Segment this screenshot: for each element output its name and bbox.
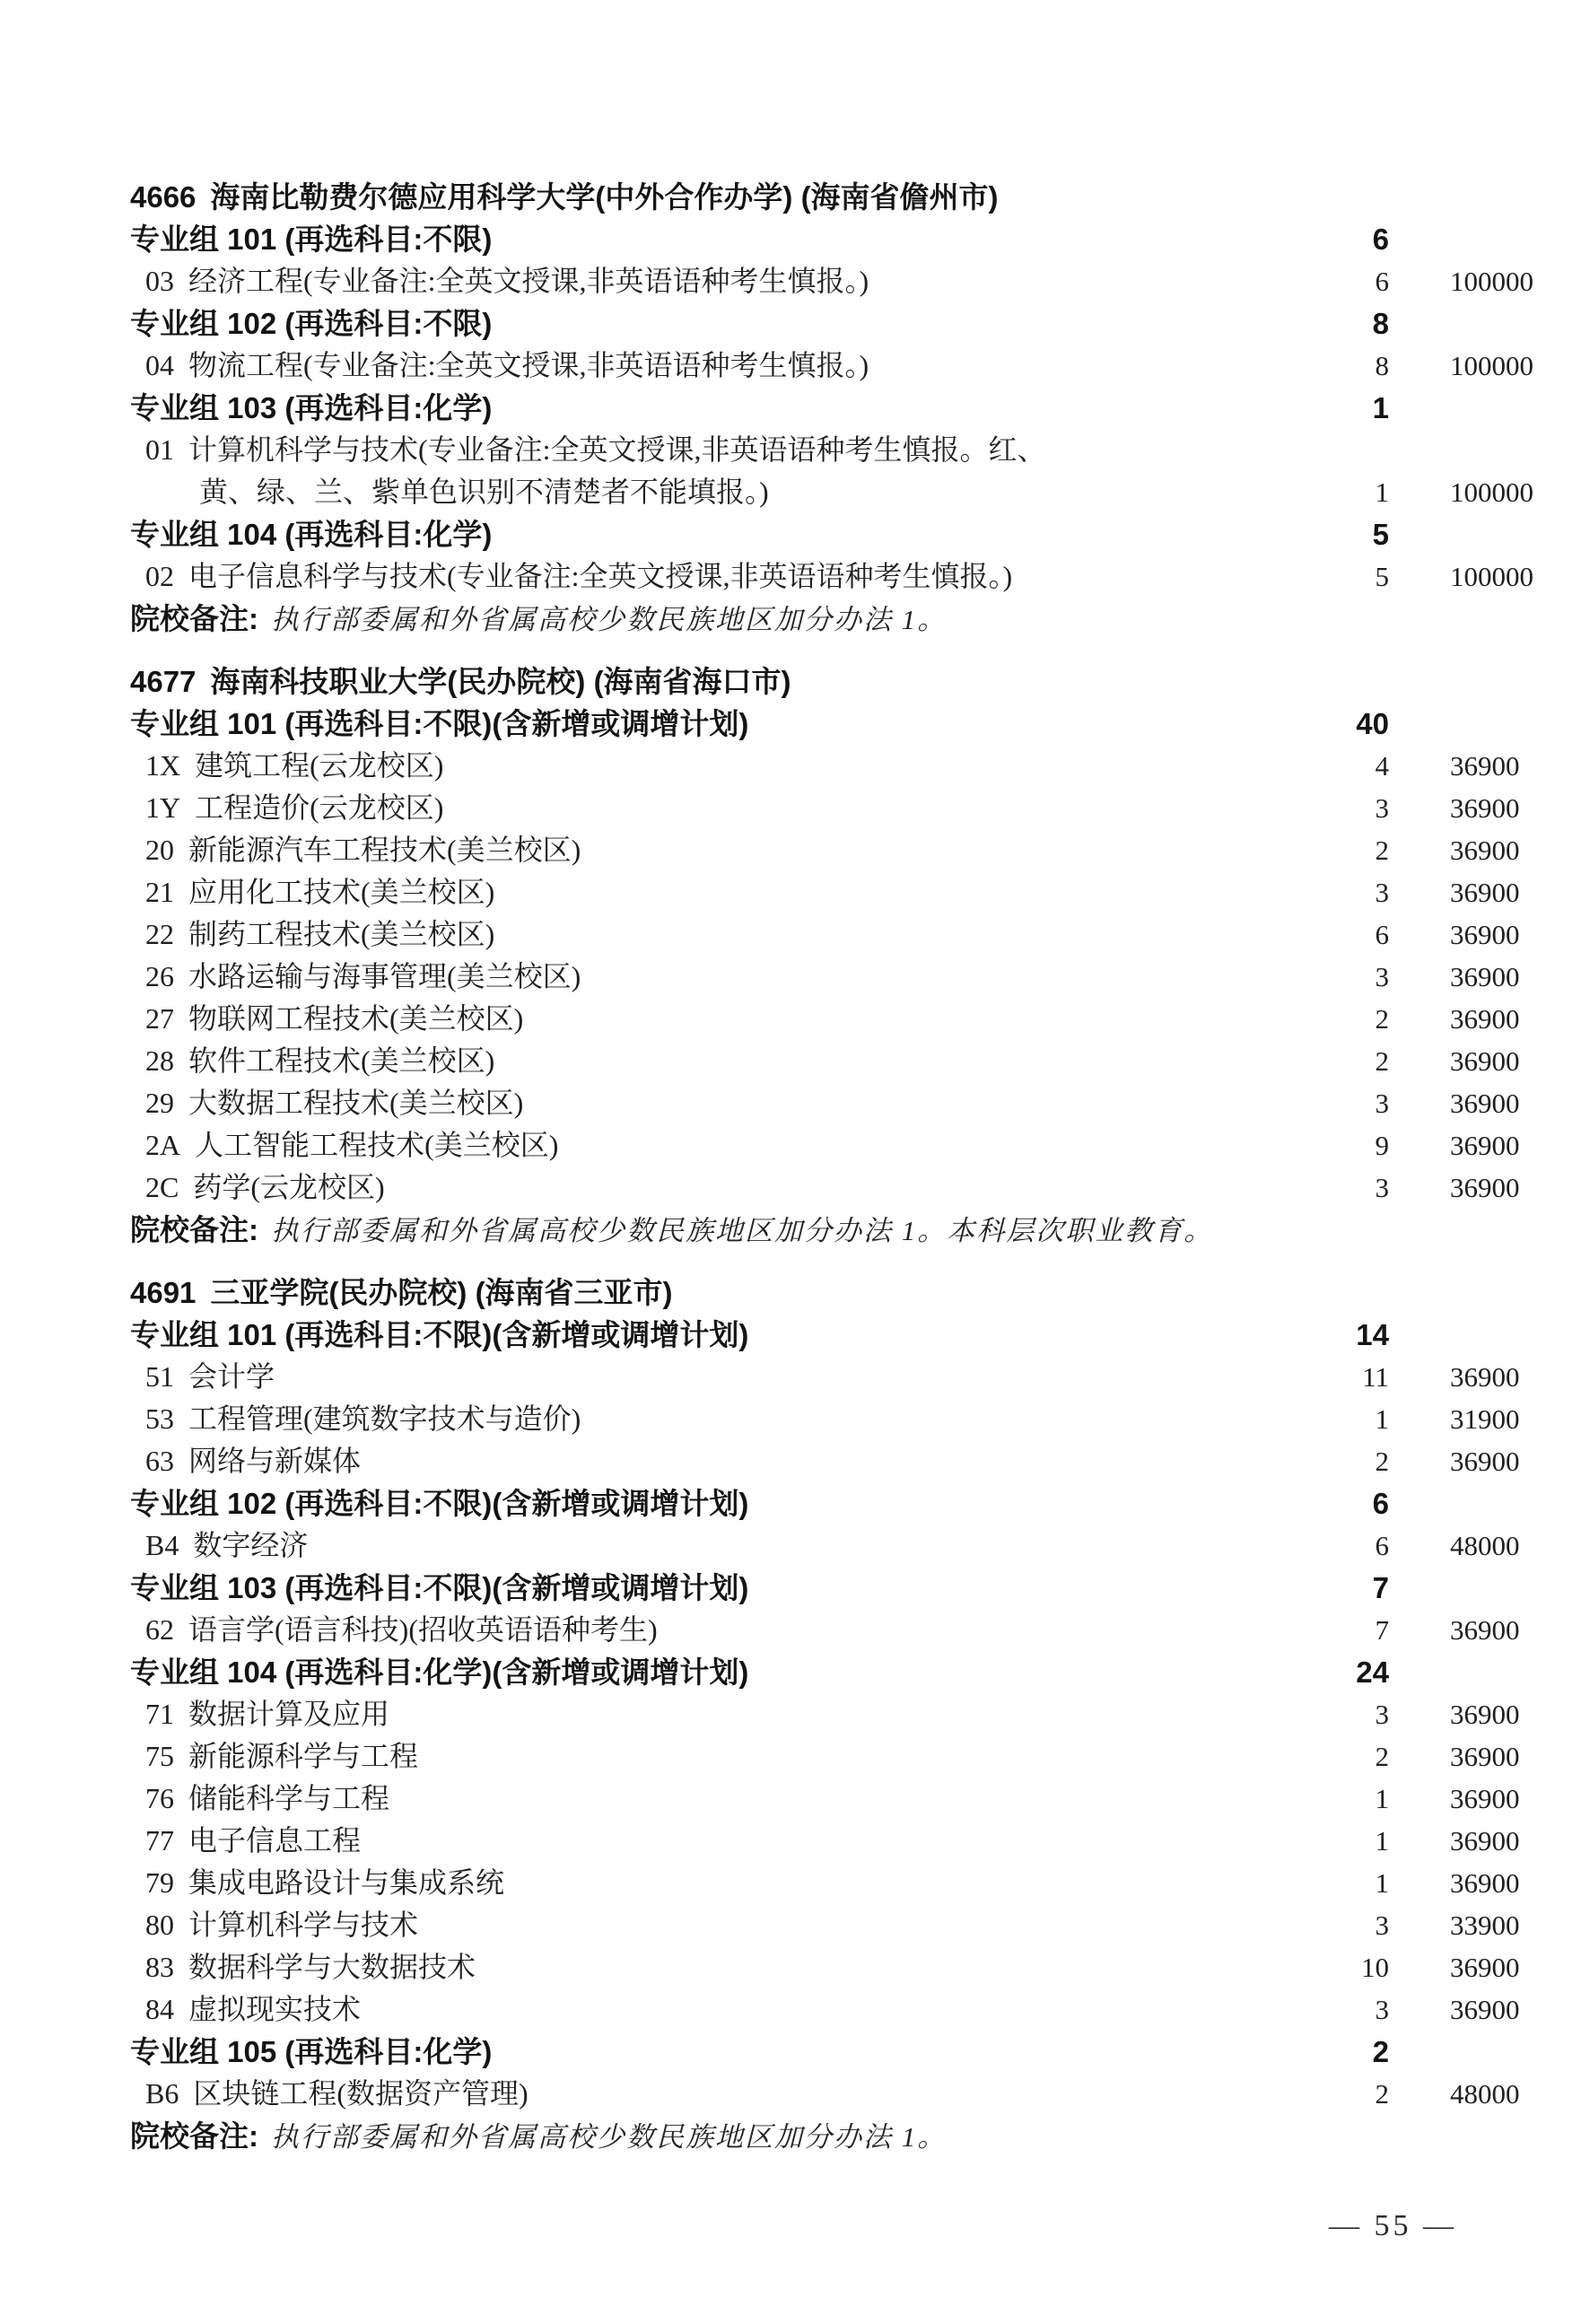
major-fee-cell: 100000 (1450, 561, 1533, 592)
major-fee-cell: 36900 (1450, 1172, 1520, 1203)
major-code: B4 (145, 1529, 179, 1561)
major-name: 药学(云龙校区) (193, 1171, 385, 1203)
major-quota-cell: 5 (1375, 561, 1389, 592)
group-quota-cell: 8 (1372, 307, 1389, 340)
major-quota-cell: 7 (1375, 1614, 1389, 1646)
major-quota-cell: 3 (1375, 961, 1389, 992)
major-name-cell (130, 429, 1238, 513)
major-quota-cell: 4 (1375, 750, 1389, 782)
school-section (130, 1271, 1520, 2158)
major-fee-cell: 100000 (1450, 266, 1533, 297)
major-name: 虚拟现实技术 (188, 1993, 362, 2025)
major-name-cell (130, 913, 1238, 956)
major-row (130, 1735, 1520, 1778)
major-name: 区块链工程(数据资产管理) (193, 2077, 529, 2110)
major-fee-cell: 31900 (1450, 1403, 1520, 1435)
major-name: 储能科学与工程 (188, 1782, 390, 1814)
major-code: 53 (145, 1402, 174, 1435)
remark-row (130, 1209, 1490, 1252)
remark-label: 院校备注: (130, 602, 258, 635)
major-fee-cell: 36900 (1450, 750, 1520, 782)
group-quota-cell: 24 (1356, 1656, 1389, 1689)
major-name-cell (130, 1778, 1238, 1820)
remark-text: 执行部委属和外省属高校少数民族地区加分办法 1。 (271, 604, 948, 635)
major-name-line-1 (145, 429, 1238, 471)
major-fee-cell: 100000 (1450, 476, 1533, 508)
major-name-cell (130, 829, 1238, 871)
major-row (130, 956, 1520, 998)
major-name: 物联网工程技术(美兰校区) (188, 1002, 524, 1035)
major-fee-cell: 36900 (1450, 1361, 1520, 1393)
major-name-cell (130, 871, 1238, 913)
major-fee-cell: 100000 (1450, 350, 1533, 381)
major-quota-cell: 6 (1375, 919, 1389, 950)
major-code: 75 (145, 1740, 174, 1772)
school-title-row (130, 1271, 1490, 1314)
remark-label: 院校备注: (130, 1213, 258, 1246)
major-quota-cell: 10 (1361, 1952, 1389, 1983)
major-fee-cell: 36900 (1450, 1741, 1520, 1772)
major-name-line-2: 黄、绿、兰、紫单色识别不清楚者不能填报。) (199, 476, 769, 508)
major-quota-cell: 1 (1375, 1783, 1389, 1814)
major-name: 会计学 (188, 1360, 275, 1393)
major-fee-cell: 36900 (1450, 834, 1520, 866)
school-title (130, 1271, 1238, 1314)
major-name-cell (130, 1166, 1238, 1209)
major-code: 76 (145, 1782, 174, 1814)
major-name-cell (130, 1440, 1238, 1482)
school-name: 海南比勒费尔德应用科学大学(中外合作办学) (海南省儋州市) (210, 180, 999, 214)
major-code: 80 (145, 1909, 174, 1941)
school-name: 三亚学院(民办院校) (海南省三亚市) (210, 1276, 673, 1309)
major-name: 建筑工程(云龙校区) (195, 749, 444, 782)
group-quota-cell: 14 (1356, 1318, 1389, 1351)
major-row (130, 745, 1520, 787)
major-name-cell (130, 555, 1238, 598)
remark-label: 院校备注: (130, 2119, 258, 2153)
major-name-cell (130, 998, 1238, 1040)
major-fee-cell: 48000 (1450, 1530, 1520, 1561)
major-name: 数据科学与大数据技术 (188, 1951, 476, 1983)
school-title (130, 176, 1238, 218)
major-row (130, 1778, 1520, 1820)
group-label: 专业组 103 (再选科目:化学) (130, 391, 493, 424)
major-name: 数字经济 (193, 1529, 309, 1561)
school-title-row (130, 176, 1490, 218)
major-fee-cell: 36900 (1450, 1003, 1520, 1035)
group-quota-cell: 2 (1372, 2035, 1389, 2068)
major-quota-cell: 3 (1375, 1909, 1389, 1941)
major-code: 63 (145, 1445, 174, 1477)
group-label: 专业组 104 (再选科目:化学) (130, 518, 493, 551)
major-row (130, 2073, 1520, 2115)
school-code: 4666 (130, 180, 197, 214)
major-name: 水路运输与海事管理(美兰校区) (188, 960, 581, 992)
major-fee-cell: 36900 (1450, 1088, 1520, 1119)
major-code: 2C (145, 1171, 179, 1203)
major-fee-cell: 36900 (1450, 877, 1520, 908)
major-quota-cell: 6 (1375, 266, 1389, 297)
major-name-cell (130, 1356, 1238, 1398)
major-row (130, 1166, 1520, 1209)
major-code: 01 (145, 433, 174, 466)
group-label: 专业组 102 (再选科目:不限)(含新增或调增计划) (130, 1487, 749, 1520)
group-label: 专业组 104 (再选科目:化学)(含新增或调增计划) (130, 1656, 749, 1689)
group-label: 专业组 101 (再选科目:不限) (130, 223, 493, 256)
major-code: 28 (145, 1044, 174, 1077)
remark-cell (130, 598, 1238, 641)
major-code: 1Y (145, 791, 181, 824)
school-name: 海南科技职业大学(民办院校) (海南省海口市) (210, 665, 791, 698)
major-row (130, 998, 1520, 1040)
major-fee-cell: 36900 (1450, 1994, 1520, 2025)
major-row (130, 1820, 1520, 1862)
major-fee-cell: 36900 (1450, 1867, 1520, 1899)
group-quota-cell: 7 (1372, 1571, 1389, 1604)
major-fee-cell: 48000 (1450, 2078, 1520, 2110)
major-fee-cell: 36900 (1450, 1130, 1520, 1161)
major-row (130, 1525, 1520, 1567)
major-quota-cell: 8 (1375, 350, 1389, 381)
major-quota-cell: 9 (1375, 1130, 1389, 1161)
major-row (130, 1946, 1520, 1988)
major-quota-cell: 3 (1375, 1699, 1389, 1730)
major-name: 新能源汽车工程技术(美兰校区) (188, 834, 581, 866)
major-quota-cell: 3 (1375, 1172, 1389, 1203)
major-row (130, 1988, 1520, 2031)
major-fee-cell: 36900 (1450, 1446, 1520, 1477)
group-quota-cell: 1 (1372, 391, 1389, 424)
major-row (130, 555, 1533, 598)
major-name: 大数据工程技术(美兰校区) (188, 1087, 524, 1119)
group-quota-cell: 6 (1372, 223, 1389, 256)
major-name-cell (130, 787, 1238, 829)
major-code: 1X (145, 749, 181, 782)
major-fee-cell: 36900 (1450, 919, 1520, 950)
major-name: 物流工程(专业备注:全英文授课,非英语语种考生慎报。) (188, 349, 869, 381)
major-fee-cell: 36900 (1450, 961, 1520, 992)
major-name-cell (130, 2073, 1238, 2115)
major-row (130, 1124, 1520, 1166)
major-fee-cell: 33900 (1450, 1909, 1520, 1941)
major-quota-cell: 1 (1375, 476, 1389, 508)
remark-row (130, 2115, 1490, 2158)
major-name-cell (130, 1398, 1238, 1440)
major-quota-cell: 2 (1375, 1446, 1389, 1477)
major-group-row (130, 387, 1490, 429)
major-row (130, 1082, 1520, 1124)
major-name: 新能源科学与工程 (188, 1740, 419, 1772)
major-code: B6 (145, 2077, 179, 2110)
major-name-cell (130, 1946, 1238, 1988)
major-row (130, 1693, 1520, 1735)
major-code: 83 (145, 1951, 174, 1983)
major-code: 71 (145, 1698, 174, 1730)
remark-cell (130, 1209, 1238, 1252)
remark-row (130, 598, 1490, 641)
major-name: 数据计算及应用 (188, 1698, 390, 1730)
major-quota-cell: 1 (1375, 1403, 1389, 1435)
major-name: 制药工程技术(美兰校区) (188, 918, 495, 950)
school-title (130, 660, 1238, 703)
major-fee-cell: 36900 (1450, 1783, 1520, 1814)
school-section (130, 660, 1520, 1252)
major-quota-cell: 3 (1375, 792, 1389, 824)
major-row (130, 829, 1520, 871)
major-code: 26 (145, 960, 174, 992)
group-label: 专业组 102 (再选科目:不限) (130, 307, 493, 340)
major-code: 03 (145, 265, 174, 297)
school-code: 4677 (130, 665, 197, 698)
major-group-row (130, 513, 1490, 555)
remark-text: 执行部委属和外省属高校少数民族地区加分办法 1。 (271, 2121, 948, 2153)
school-section (130, 176, 1533, 641)
document-content (130, 176, 1533, 2158)
major-group-row (130, 703, 1490, 745)
major-code: 79 (145, 1866, 174, 1899)
school-title-row (130, 660, 1490, 703)
major-row (130, 1356, 1520, 1398)
major-name: 软件工程技术(美兰校区) (188, 1044, 495, 1077)
major-name-cell (130, 1082, 1238, 1124)
major-quota-cell: 11 (1362, 1361, 1389, 1393)
major-name-cell (130, 1525, 1238, 1567)
major-fee-cell: 36900 (1450, 1699, 1520, 1730)
major-name: 经济工程(专业备注:全英文授课,非英语语种考生慎报。) (188, 265, 869, 297)
major-name: 工程管理(建筑数字技术与造价) (188, 1402, 581, 1435)
major-quota-cell: 2 (1375, 1741, 1389, 1772)
major-quota-cell: 3 (1375, 1088, 1389, 1119)
major-fee-cell: 36900 (1450, 792, 1520, 824)
major-quota-cell: 2 (1375, 2078, 1389, 2110)
major-row (130, 1904, 1520, 1946)
group-quota-cell: 40 (1356, 707, 1389, 740)
major-name: 语言学(语言科技)(招收英语语种考生) (188, 1613, 658, 1646)
major-quota-cell: 2 (1375, 1045, 1389, 1077)
major-quota-cell: 3 (1375, 877, 1389, 908)
school-code: 4691 (130, 1276, 197, 1309)
major-row (130, 1040, 1520, 1082)
major-name: 集成电路设计与集成系统 (188, 1866, 505, 1899)
major-row (130, 871, 1520, 913)
major-row (130, 260, 1533, 302)
page-number: — 55 — (1329, 2209, 1457, 2242)
major-name: 网络与新媒体 (188, 1445, 362, 1477)
major-row (130, 1609, 1520, 1651)
major-name-cell (130, 1124, 1238, 1166)
major-name: 电子信息科学与技术(专业备注:全英文授课,非英语语种考生慎报。) (188, 560, 1013, 592)
major-group-row (130, 302, 1490, 345)
major-code: 22 (145, 918, 174, 950)
major-group-row (130, 1651, 1490, 1693)
major-name: 计算机科学与技术 (188, 1909, 419, 1941)
major-fee-cell: 36900 (1450, 1825, 1520, 1857)
major-row (130, 1862, 1520, 1904)
major-quota-cell: 1 (1375, 1867, 1389, 1899)
major-quota-cell: 6 (1375, 1530, 1389, 1561)
major-code: 29 (145, 1087, 174, 1119)
remark-cell (130, 2115, 1238, 2158)
major-quota-cell: 2 (1375, 834, 1389, 866)
major-fee-cell: 36900 (1450, 1045, 1520, 1077)
group-label: 专业组 101 (再选科目:不限)(含新增或调增计划) (130, 707, 749, 740)
major-name: 工程造价(云龙校区) (195, 791, 444, 824)
major-code: 77 (145, 1824, 174, 1857)
major-name-cell (130, 1040, 1238, 1082)
major-name-cell (130, 1820, 1238, 1862)
major-row (130, 429, 1533, 513)
major-name: 人工智能工程技术(美兰校区) (195, 1129, 559, 1161)
major-row (130, 787, 1520, 829)
major-name: 计算机科学与技术(专业备注:全英文授课,非英语语种考生慎报。红、 (188, 433, 1046, 466)
major-group-row (130, 218, 1490, 260)
group-quota-cell: 5 (1372, 518, 1389, 551)
major-name: 电子信息工程 (188, 1824, 362, 1857)
group-label: 专业组 103 (再选科目:不限)(含新增或调增计划) (130, 1571, 749, 1604)
major-name: 应用化工技术(美兰校区) (188, 876, 495, 908)
major-fee-cell: 36900 (1450, 1614, 1520, 1646)
major-code: 51 (145, 1360, 174, 1393)
major-code: 84 (145, 1993, 174, 2025)
major-code: 02 (145, 560, 174, 592)
major-name-cell (130, 260, 1238, 302)
major-group-row (130, 1314, 1490, 1356)
major-name-cell (130, 1988, 1238, 2031)
major-group-row (130, 2031, 1490, 2073)
major-name-cell (130, 745, 1238, 787)
major-code: 20 (145, 834, 174, 866)
major-name-cell (130, 1862, 1238, 1904)
group-label: 专业组 105 (再选科目:化学) (130, 2035, 493, 2068)
major-code: 27 (145, 1002, 174, 1035)
major-quota-cell: 2 (1375, 1003, 1389, 1035)
group-label: 专业组 101 (再选科目:不限)(含新增或调增计划) (130, 1318, 749, 1351)
major-name-cell (130, 1735, 1238, 1778)
major-row (130, 345, 1533, 387)
major-name-cell (130, 1904, 1238, 1946)
remark-text: 执行部委属和外省属高校少数民族地区加分办法 1。本科层次职业教育。 (271, 1215, 1214, 1246)
major-group-row (130, 1567, 1490, 1609)
major-fee-cell: 36900 (1450, 1952, 1520, 1983)
major-name-cell (130, 345, 1238, 387)
major-code: 04 (145, 349, 174, 381)
major-quota-cell: 1 (1375, 1825, 1389, 1857)
major-code: 21 (145, 876, 174, 908)
major-name-cell (130, 1693, 1238, 1735)
major-quota-cell: 3 (1375, 1994, 1389, 2025)
major-group-row (130, 1482, 1490, 1525)
major-row (130, 913, 1520, 956)
major-code: 2A (145, 1129, 181, 1161)
major-row (130, 1440, 1520, 1482)
major-name-cell (130, 956, 1238, 998)
major-name-cell (130, 1609, 1238, 1651)
major-code: 62 (145, 1613, 174, 1646)
major-row (130, 1398, 1520, 1440)
group-quota-cell: 6 (1372, 1487, 1389, 1520)
